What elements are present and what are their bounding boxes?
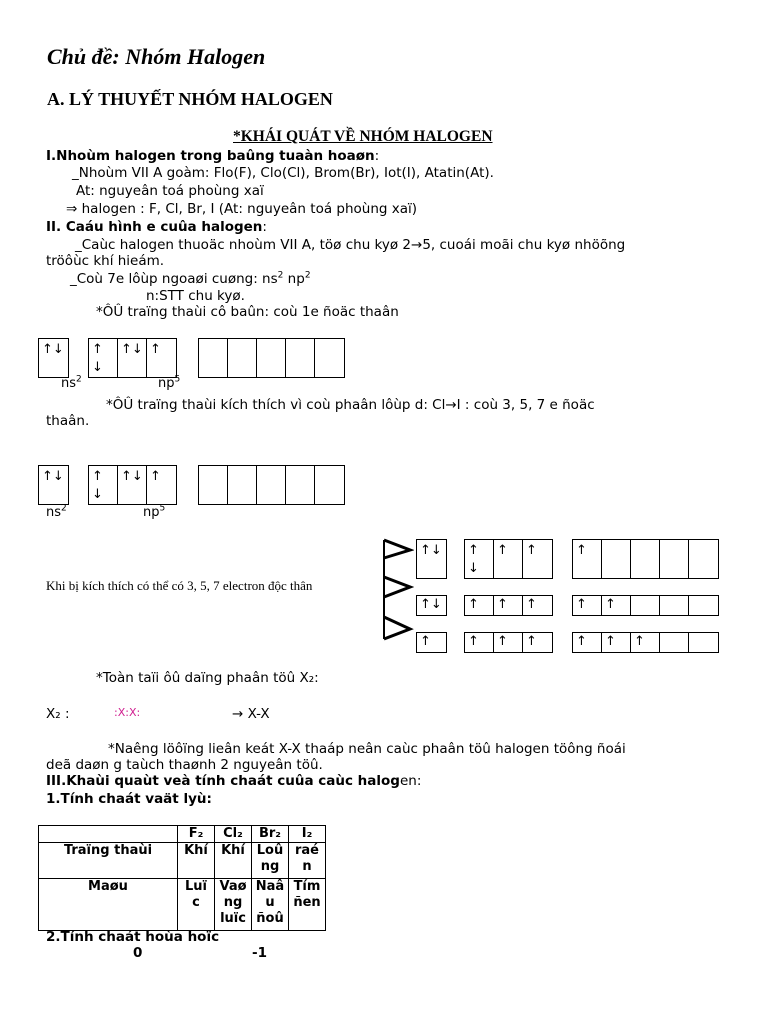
orbital-cell — [228, 339, 257, 377]
part3-heading-line — [46, 773, 421, 789]
orbital-cell: ↑ — [526, 597, 537, 612]
orbital-p-box-2 — [88, 465, 177, 505]
orbital-cell: ↑ — [494, 596, 523, 615]
np-text: np — [143, 505, 160, 520]
excited-p-box-c — [464, 632, 553, 653]
part2-line1: _Caùc halogen thuoäc nhoùm VII A, töø chu kyø 2→5, cuoái moãi chu kyø nhöõng — [75, 237, 626, 253]
orbital-cell: ↑ — [526, 634, 537, 649]
bond-note-a: *Naêng löôïng lieân keát X-X thaáp neân caùc phaân töû halogen töông ñoái — [108, 741, 626, 757]
excited-d-box-b — [572, 595, 719, 616]
table-header-row — [39, 826, 326, 843]
orbital-cell — [631, 596, 660, 615]
orbital-cell — [257, 466, 286, 504]
orbital-cell — [89, 466, 118, 504]
part1-heading: I.Nhoùm halogen trong baûng tuaàn hoaøn — [46, 148, 375, 164]
orbital-cell — [660, 633, 689, 652]
orbital-cell: ↑↓ — [42, 469, 64, 484]
down-arrow-text: ↓ — [92, 360, 103, 375]
table-cell: Naâ u ñoû — [252, 879, 289, 931]
orbital-cell: ↑↓ — [118, 339, 147, 377]
orbital-cell — [602, 540, 631, 578]
orbital-cell: ↑ — [573, 633, 602, 652]
section-a-heading: A. LÝ THUYẾT NHÓM HALOGEN — [47, 89, 333, 109]
part2-line2 — [70, 271, 311, 287]
orbital-cell — [199, 339, 228, 377]
table-cell: Traïng thaùi — [39, 843, 178, 879]
orbital-cell — [315, 339, 344, 377]
up-arrow: ↑ — [468, 543, 479, 558]
orbital-cell — [89, 339, 118, 377]
line2-sup2: 2 — [304, 270, 311, 281]
excited-s-box-b — [416, 595, 447, 616]
excited-d-box-c — [572, 632, 719, 653]
excited-state-text: *ÔÛ traïng thaùi kích thích vì coù phaân lôùp d: Cl→I : coù 3, 5, 7 e ñoäc — [106, 397, 595, 413]
orbital-cell: ↑ — [573, 540, 602, 578]
orbital-cell: ↑↓ — [42, 342, 64, 357]
part3-heading-rest: en: — [399, 773, 422, 789]
table-cell: Loû ng — [252, 843, 289, 879]
part1-colon: : — [374, 148, 380, 164]
orbital-cell — [465, 540, 494, 578]
orbital-cell: ↑ — [420, 634, 431, 649]
orbital-s-box-1 — [38, 338, 69, 378]
orbital-cell: ↑ — [631, 633, 660, 652]
part1-heading-line — [46, 148, 379, 164]
orbital-cell: ↑ — [465, 596, 494, 615]
overview-heading: *KHÁI QUÁT VỀ NHÓM HALOGEN — [233, 128, 493, 145]
orbital-cell — [199, 466, 228, 504]
ground-state-text: *ÔÛ traïng thaùi cô baûn: coù 1e ñoäc thaân — [96, 304, 399, 320]
part1-line3-text: halogen : F, Cl, Br, I (At: nguyeân toá phoùng xaï) — [81, 201, 418, 217]
part1-line1: _Nhoùm VII A goàm: Flo(F), Clo(Cl), Brom(Br), Iot(I), Atatin(At). — [72, 165, 494, 181]
bond-result: → X-X — [232, 706, 270, 722]
line2-sup1: 2 — [277, 270, 284, 281]
excited-state-text-b: thaân. — [46, 413, 90, 429]
orbital-cell — [257, 339, 286, 377]
part1-line2: At: nguyeân toá phoùng xaï — [76, 183, 264, 199]
table-cell: raé n — [289, 843, 326, 879]
table-row — [39, 879, 326, 931]
table-cell: Khí — [178, 843, 215, 879]
ns-text: ns — [61, 376, 77, 391]
orbital-cell: ↑ — [150, 469, 161, 484]
orbital-cell: ↑ — [602, 596, 631, 615]
oxidation-zero: 0 — [133, 945, 143, 961]
table-header-cell: Br₂ — [252, 826, 289, 843]
table-cell: Khí — [215, 843, 252, 879]
np-sup: 5 — [159, 503, 166, 514]
ns-sup: 2 — [61, 503, 67, 514]
label-np-1 — [158, 376, 180, 391]
orbital-cell: ↑↓ — [420, 597, 442, 612]
table-cell: Tím ñen — [289, 879, 326, 931]
orbital-cell — [689, 596, 718, 615]
orbital-cell: ↑ — [494, 540, 523, 578]
excited-s-box-c — [416, 632, 447, 653]
chemical-heading: 2.Tính chaát hoùa hoïc — [46, 929, 220, 945]
line2-mid: np — [283, 271, 305, 287]
orbital-cell — [660, 540, 689, 578]
orbital-cell — [689, 633, 718, 652]
physical-properties-table — [38, 825, 326, 931]
np-text: np — [158, 376, 175, 391]
orbital-s-box-2 — [38, 465, 69, 505]
orbital-cell: ↑ — [150, 342, 161, 357]
table-header-cell: Cl₂ — [215, 826, 252, 843]
orbital-cell — [286, 466, 315, 504]
table-cell: Maøu — [39, 879, 178, 931]
x2-label: X₂ : — [46, 706, 70, 722]
part2-colon: : — [262, 219, 267, 235]
label-np-2 — [143, 505, 165, 520]
orbital-cell — [689, 540, 718, 578]
table-cell: Vaø ng luïc — [215, 879, 252, 931]
orbital-cell — [228, 466, 257, 504]
excited-d-box-a — [572, 539, 719, 579]
orbital-d-box-1 — [198, 338, 345, 378]
table-header-cell: F₂ — [178, 826, 215, 843]
part2-heading: II. Caáu hình e cuûa halogen — [46, 219, 263, 235]
orbital-d-box-2 — [198, 465, 345, 505]
branch-arrows-icon — [380, 535, 414, 645]
part3-heading: III.Khaùi quaùt veà tính chaát cuûa caùc halog — [46, 773, 400, 789]
oxidation-minus-one: -1 — [252, 945, 267, 961]
down-arrow-text: ↓ — [468, 561, 479, 576]
ns-sup: 2 — [76, 374, 82, 385]
excited-p-box-b — [464, 595, 553, 616]
physical-heading: 1.Tính chaát vaät lyù: — [46, 791, 212, 807]
orbital-cell: ↑ — [465, 633, 494, 652]
orbital-cell: ↑↓ — [118, 466, 147, 504]
table-cell: Luï c — [178, 879, 215, 931]
part1-line3 — [66, 201, 417, 217]
part2-line1b: tröôùc khí hieám. — [46, 253, 165, 269]
part2-heading-line — [46, 219, 267, 235]
implies-icon: ⇒ — [66, 201, 78, 217]
label-ns-2 — [46, 505, 67, 520]
orbital-cell: ↑ — [602, 633, 631, 652]
ns-text: ns — [46, 505, 62, 520]
orbital-cell: ↑ — [494, 633, 523, 652]
line2-pre: _Coù 7e lôùp ngoaøi cuøng: ns — [70, 271, 278, 287]
bond-note-b: deã daøn g taùch thaønh 2 nguyeân töû. — [46, 757, 323, 773]
orbital-cell: ↑↓ — [420, 543, 442, 558]
table-header-cell: I₂ — [289, 826, 326, 843]
excited-note: Khi bị kích thích có thể có 3, 5, 7 electron độc thân — [46, 578, 313, 593]
up-arrow: ↑ — [92, 469, 103, 484]
bonding-line: *Toàn taïi ôû daïng phaân töû X₂: — [96, 670, 319, 686]
orbital-cell: ↑ — [526, 543, 537, 558]
orbital-p-box-1 — [88, 338, 177, 378]
up-arrow: ↑ — [92, 342, 103, 357]
orbital-cell — [660, 596, 689, 615]
lewis-structure: :X:X: — [114, 706, 141, 719]
label-ns-1 — [61, 376, 82, 391]
page-title: Chủ đề: Nhóm Halogen — [47, 44, 266, 69]
table-header-cell — [39, 826, 178, 843]
excited-s-box-a — [416, 539, 447, 579]
np-sup: 5 — [174, 374, 181, 385]
orbital-cell — [631, 540, 660, 578]
down-arrow-text: ↓ — [92, 487, 103, 502]
table-row — [39, 843, 326, 879]
orbital-cell — [286, 339, 315, 377]
excited-p-box-a — [464, 539, 553, 579]
orbital-cell: ↑ — [573, 596, 602, 615]
part2-line3: n:STT chu kyø. — [146, 288, 245, 304]
orbital-cell — [315, 466, 344, 504]
